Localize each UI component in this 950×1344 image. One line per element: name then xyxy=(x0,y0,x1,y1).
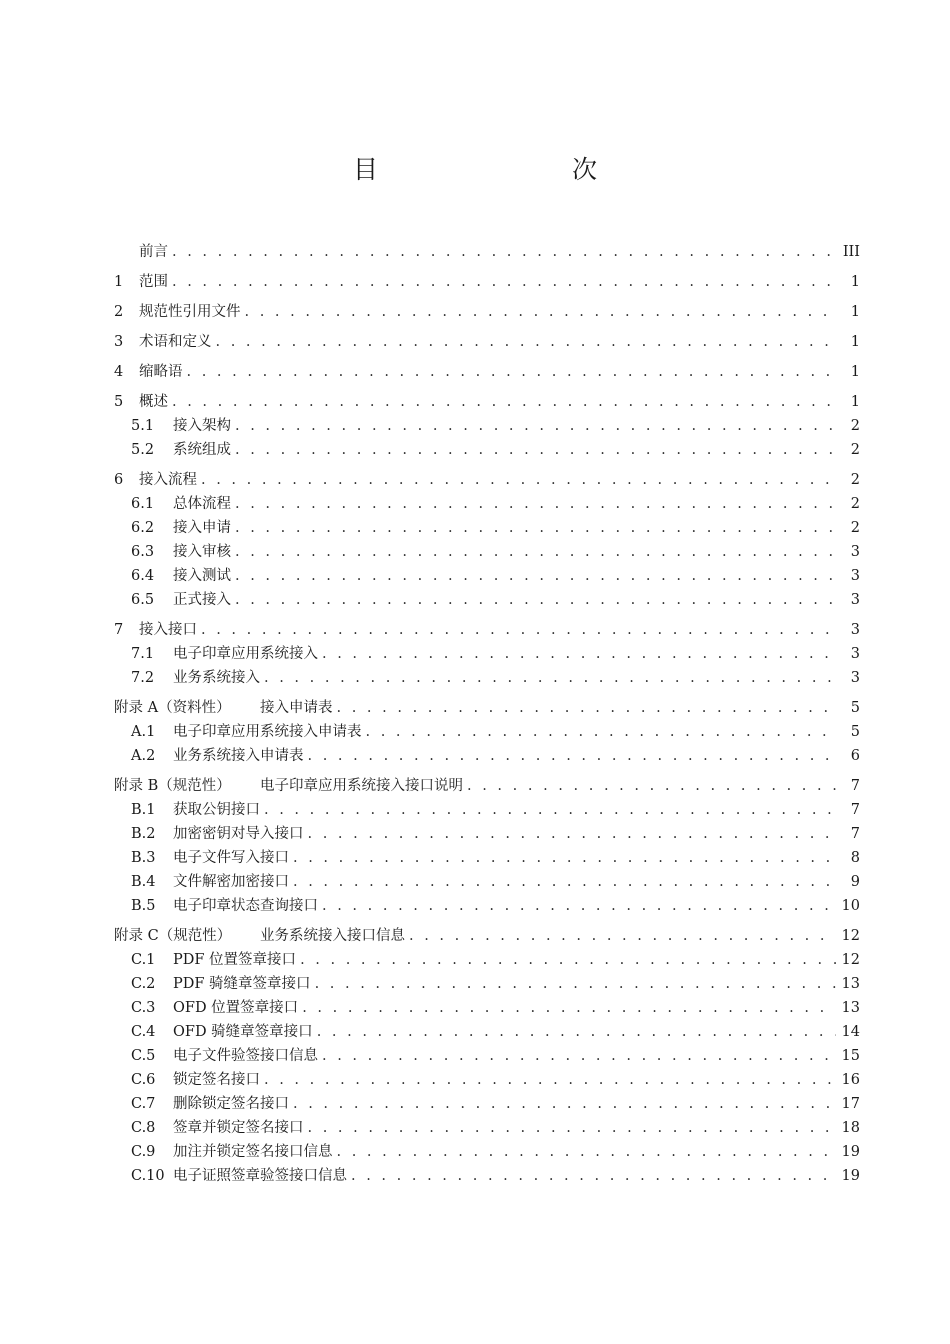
toc-subentry[interactable] xyxy=(114,1116,860,1140)
entry-number: B.2 xyxy=(131,826,156,842)
dot-leader xyxy=(245,300,837,324)
entry-page: 16 xyxy=(841,1072,860,1088)
toc-appendix-entry[interactable] xyxy=(114,696,860,720)
dot-leader xyxy=(293,846,836,870)
entry-page: 1 xyxy=(850,304,860,320)
entry-title: 签章并锁定签名接口 xyxy=(173,1120,304,1136)
appendix-number: 附录 C（规范性） xyxy=(114,928,232,944)
toc-subentry[interactable] xyxy=(114,822,860,846)
toc-entry[interactable] xyxy=(114,330,860,354)
entry-page: 2 xyxy=(850,472,860,488)
dot-leader xyxy=(317,1020,836,1044)
entry-number: 7.1 xyxy=(131,646,155,662)
dot-leader xyxy=(337,1140,837,1164)
entry-number: C.8 xyxy=(131,1120,156,1136)
toc-subentry[interactable] xyxy=(114,1068,860,1092)
dot-leader xyxy=(172,270,836,294)
toc-subentry[interactable] xyxy=(114,798,860,822)
entry-number: A.2 xyxy=(131,748,156,764)
toc-entry[interactable] xyxy=(114,618,860,642)
entry-number: 2 xyxy=(114,304,124,320)
entry-title: 规范性引用文件 xyxy=(139,304,241,320)
dot-leader xyxy=(264,1068,836,1092)
toc-subentry[interactable] xyxy=(114,972,860,996)
dot-leader xyxy=(366,720,837,744)
entry-title: 接入申请 xyxy=(173,520,231,536)
toc-subentry[interactable] xyxy=(114,846,860,870)
entry-page: 3 xyxy=(850,670,860,686)
dot-leader xyxy=(308,822,837,846)
entry-title: 接入审核 xyxy=(173,544,231,560)
toc-subentry[interactable] xyxy=(114,564,860,588)
dot-leader xyxy=(216,330,837,354)
entry-page: 7 xyxy=(850,826,860,842)
entry-page: 12 xyxy=(841,952,860,968)
toc-subentry[interactable] xyxy=(114,1092,860,1116)
toc-appendix-entry[interactable] xyxy=(114,924,860,948)
toc-subentry[interactable] xyxy=(114,996,860,1020)
entry-number: C.3 xyxy=(131,1000,156,1016)
dot-leader xyxy=(235,438,836,462)
entry-title: 业务系统接入 xyxy=(173,670,260,686)
entry-title: PDF 位置签章接口 xyxy=(173,952,297,968)
dot-leader xyxy=(235,564,836,588)
entry-page: 3 xyxy=(850,592,860,608)
entry-page: 1 xyxy=(850,334,860,350)
entry-title: 范围 xyxy=(139,274,168,290)
toc-subentry[interactable] xyxy=(114,1164,860,1188)
dot-leader xyxy=(235,540,836,564)
entry-page: 15 xyxy=(841,1048,860,1064)
entry-page: 19 xyxy=(841,1144,860,1160)
entry-number: A.1 xyxy=(131,724,156,740)
entry-title: 正式接入 xyxy=(173,592,231,608)
entry-page: 19 xyxy=(841,1168,860,1184)
dot-leader xyxy=(201,618,836,642)
dot-leader xyxy=(351,1164,836,1188)
entry-number: 6.4 xyxy=(131,568,155,584)
entry-number: 5 xyxy=(114,394,124,410)
toc-entry[interactable] xyxy=(114,360,860,384)
toc-subentry[interactable] xyxy=(114,588,860,612)
dot-leader xyxy=(235,492,836,516)
table-of-contents xyxy=(114,240,860,1188)
entry-number: C.6 xyxy=(131,1072,156,1088)
entry-title: 获取公钥接口 xyxy=(173,802,260,818)
dot-leader xyxy=(308,744,837,768)
dot-leader xyxy=(302,996,836,1020)
entry-number: C.1 xyxy=(131,952,156,968)
toc-entry[interactable] xyxy=(114,300,860,324)
dot-leader xyxy=(235,414,836,438)
toc-subentry[interactable] xyxy=(114,492,860,516)
entry-title: 接入申请表 xyxy=(260,700,333,716)
dot-leader xyxy=(235,588,836,612)
entry-title: 接入架构 xyxy=(173,418,231,434)
entry-page: 2 xyxy=(850,418,860,434)
toc-subentry[interactable] xyxy=(114,948,860,972)
entry-page: 13 xyxy=(841,1000,860,1016)
entry-number: 7 xyxy=(114,622,124,638)
dot-leader xyxy=(300,948,836,972)
entry-page: 7 xyxy=(850,778,860,794)
dot-leader xyxy=(322,1044,836,1068)
entry-page: 3 xyxy=(850,568,860,584)
entry-title: 电子印章应用系统接入申请表 xyxy=(173,724,362,740)
toc-entry[interactable] xyxy=(114,468,860,492)
dot-leader xyxy=(201,468,836,492)
dot-leader xyxy=(337,696,837,720)
entry-title: 业务系统接入申请表 xyxy=(173,748,304,764)
entry-title: 前言 xyxy=(139,244,168,260)
entry-page: 14 xyxy=(841,1024,860,1040)
entry-title: 加密密钥对导入接口 xyxy=(173,826,304,842)
entry-title: OFD 位置签章接口 xyxy=(173,1000,299,1016)
entry-page: 17 xyxy=(841,1096,860,1112)
dot-leader xyxy=(172,390,836,414)
dot-leader xyxy=(172,240,836,264)
entry-number: 6.3 xyxy=(131,544,155,560)
toc-subentry[interactable] xyxy=(114,516,860,540)
entry-title: 电子文件验签接口信息 xyxy=(173,1048,318,1064)
toc-entry[interactable] xyxy=(114,240,860,264)
entry-number: 6 xyxy=(114,472,124,488)
entry-page: 5 xyxy=(850,700,860,716)
entry-page: 12 xyxy=(841,928,860,944)
entry-title: 接入测试 xyxy=(173,568,231,584)
entry-title: 删除锁定签名接口 xyxy=(173,1096,289,1112)
entry-page: 9 xyxy=(850,874,860,890)
entry-page: 6 xyxy=(850,748,860,764)
entry-number: 6.2 xyxy=(131,520,155,536)
entry-title: 电子证照签章验签接口信息 xyxy=(173,1168,347,1184)
entry-title: 电子文件写入接口 xyxy=(173,850,289,866)
toc-subentry[interactable] xyxy=(114,666,860,690)
entry-number: C.10 xyxy=(131,1168,165,1184)
dot-leader xyxy=(467,774,836,798)
toc-subentry[interactable] xyxy=(114,438,860,462)
entry-title: 电子印章应用系统接入 xyxy=(173,646,318,662)
entry-page: 2 xyxy=(850,520,860,536)
toc-subentry[interactable] xyxy=(114,1140,860,1164)
entry-number: B.4 xyxy=(131,874,156,890)
dot-leader xyxy=(315,972,836,996)
entry-page: 8 xyxy=(850,850,860,866)
entry-title: 系统组成 xyxy=(173,442,231,458)
entry-number: C.9 xyxy=(131,1144,156,1160)
toc-subentry[interactable] xyxy=(114,720,860,744)
dot-leader xyxy=(322,642,836,666)
entry-number: B.1 xyxy=(131,802,156,818)
entry-page: 13 xyxy=(841,976,860,992)
entry-number: 6.1 xyxy=(131,496,155,512)
entry-page: 3 xyxy=(850,622,860,638)
entry-title: 锁定签名接口 xyxy=(173,1072,260,1088)
dot-leader xyxy=(264,798,836,822)
dot-leader xyxy=(409,924,836,948)
entry-page: 3 xyxy=(850,544,860,560)
entry-page: 7 xyxy=(850,802,860,818)
entry-number: B.5 xyxy=(131,898,156,914)
page-title: 目 次 xyxy=(352,155,645,184)
entry-title: OFD 骑缝章签章接口 xyxy=(173,1024,313,1040)
entry-page: 1 xyxy=(850,364,860,380)
entry-number: 7.2 xyxy=(131,670,155,686)
toc-subentry[interactable] xyxy=(114,414,860,438)
entry-title: 业务系统接入接口信息 xyxy=(260,928,405,944)
entry-number: B.3 xyxy=(131,850,156,866)
appendix-number: 附录 A（资料性） xyxy=(114,700,231,716)
entry-number: 5.1 xyxy=(131,418,155,434)
entry-title: 术语和定义 xyxy=(139,334,212,350)
toc-subentry[interactable] xyxy=(114,744,860,768)
toc-appendix-entry[interactable] xyxy=(114,774,860,798)
dot-leader xyxy=(322,894,836,918)
dot-leader xyxy=(264,666,836,690)
entry-page: 5 xyxy=(850,724,860,740)
entry-page: 1 xyxy=(850,394,860,410)
entry-title: 接入流程 xyxy=(139,472,197,488)
entry-page: 2 xyxy=(850,442,860,458)
entry-title: 概述 xyxy=(139,394,168,410)
toc-subentry[interactable] xyxy=(114,540,860,564)
entry-number: 4 xyxy=(114,364,124,380)
entry-title: 缩略语 xyxy=(139,364,183,380)
entry-page: 18 xyxy=(841,1120,860,1136)
entry-number: C.7 xyxy=(131,1096,156,1112)
entry-number: C.5 xyxy=(131,1048,156,1064)
dot-leader xyxy=(293,1092,836,1116)
dot-leader xyxy=(293,870,836,894)
entry-number: 5.2 xyxy=(131,442,155,458)
entry-number: 1 xyxy=(114,274,124,290)
toc-entry[interactable] xyxy=(114,270,860,294)
entry-page: 3 xyxy=(850,646,860,662)
entry-title: 总体流程 xyxy=(173,496,231,512)
dot-leader xyxy=(187,360,837,384)
dot-leader xyxy=(235,516,836,540)
entry-number: C.2 xyxy=(131,976,156,992)
entry-page: III xyxy=(842,244,860,260)
entry-title: 电子印章应用系统接入接口说明 xyxy=(260,778,463,794)
entry-page: 2 xyxy=(850,496,860,512)
toc-subentry[interactable] xyxy=(114,642,860,666)
entry-page: 10 xyxy=(841,898,860,914)
entry-title: PDF 骑缝章签章接口 xyxy=(173,976,311,992)
entry-number: 3 xyxy=(114,334,124,350)
entry-title: 加注并锁定签名接口信息 xyxy=(173,1144,333,1160)
entry-number: 6.5 xyxy=(131,592,155,608)
appendix-number: 附录 B（规范性） xyxy=(114,778,231,794)
dot-leader xyxy=(308,1116,837,1140)
toc-subentry[interactable] xyxy=(114,870,860,894)
toc-subentry[interactable] xyxy=(114,894,860,918)
toc-subentry[interactable] xyxy=(114,1044,860,1068)
entry-number: C.4 xyxy=(131,1024,156,1040)
toc-subentry[interactable] xyxy=(114,1020,860,1044)
entry-title: 接入接口 xyxy=(139,622,197,638)
entry-page: 1 xyxy=(850,274,860,290)
entry-title: 电子印章状态查询接口 xyxy=(173,898,318,914)
entry-title: 文件解密加密接口 xyxy=(173,874,289,890)
toc-entry[interactable] xyxy=(114,390,860,414)
